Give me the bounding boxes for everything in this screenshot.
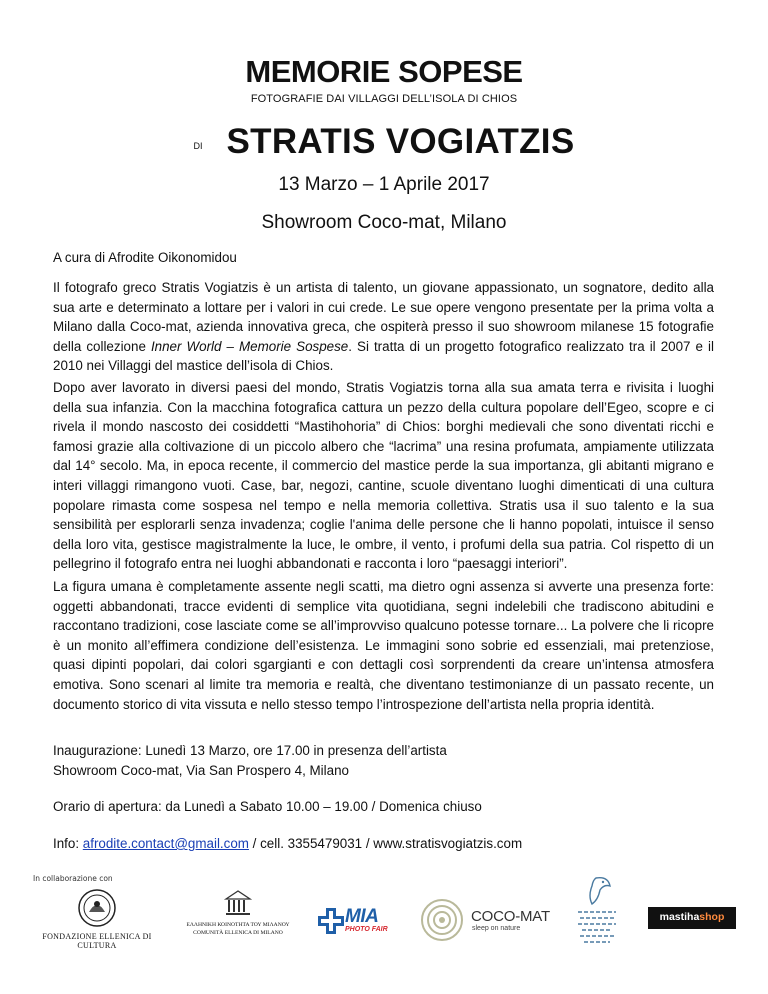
email-link[interactable]: afrodite.contact@gmail.com <box>82 836 249 851</box>
paragraph-intro-b: . Si tratta di un progetto fotografico realizzato tra il 2007 e il 2010 nei Villaggi del mastice dell’isola di Chios. <box>53 338 714 374</box>
info-contacts: / cell. 3355479031 / www.stratisvogiatzis.com <box>248 836 523 851</box>
paragraph-intro-a: Il fotografo greco Stratis Vogiatzis è un artista di talento, un giovane appassionato, un sognatore, dedito alla sua arte e determinato a lottare per i valori in cui crede. Le sue opere vengono presentate per la prima volta a Milano dalla Coco-mat, azienda innovativa greca, che ospiterà presso il suo showroom milanese 15 fotografie della collezione <box>53 280 714 354</box>
feg-crest-icon <box>77 888 117 928</box>
ceg-temple-icon <box>223 890 253 918</box>
exhibition-subtitle: FOTOGRAFIE DAI VILLAGGI DELL’ISOLA DI CHIOS <box>250 93 518 105</box>
address-line: Showroom Coco-mat, Via San Prospero 4, Milano <box>53 763 349 778</box>
di-label: DI <box>193 141 203 151</box>
mastihashop-wordmark <box>648 911 736 923</box>
collection-title: Inner World – Memorie Sospese <box>150 338 349 354</box>
logo-mia-photo-fair[interactable] <box>318 905 400 939</box>
info-line <box>53 834 714 854</box>
ceg-greek-name: ΕΛΛΗΝΙΚΗ ΚΟΙΝΟΤΗΤΑ ΤΟΥ ΜΙΛΑΝΟΥ <box>186 922 290 928</box>
curator-line: A cura di Afrodite Oikonomidou <box>53 250 237 265</box>
logo-coco-mat[interactable] <box>420 898 556 944</box>
mia-wordmark: MIA <box>345 906 379 927</box>
logo-chios-bird[interactable] <box>574 874 620 948</box>
exhibition-title: MEMORIE SOPESE <box>245 54 523 89</box>
inauguration-line: Inaugurazione: Lunedì 13 Marzo, ore 17.00 in presenza dell’artista <box>53 743 447 758</box>
mastiha-part: mastiha <box>659 911 700 923</box>
artist-name: STRATIS VOGIATZIS <box>226 122 575 161</box>
feg-name: FONDAZIONE ELLENICA DI CULTURA <box>42 932 152 950</box>
cocomat-swirl-icon <box>420 898 464 942</box>
exhibition-dates: 13 Marzo – 1 Aprile 2017 <box>278 174 490 195</box>
collaboration-label: In collaborazione con <box>33 874 113 883</box>
shop-part: shop <box>699 911 725 923</box>
opening-hours: Orario di apertura: da Lunedì a Sabato 10.00 – 19.00 / Domenica chiuso <box>53 799 482 814</box>
paragraph-description: La figura umana è completamente assente negli scatti, ma dietro ogni assenza si avverte una presenza forte: oggetti abbandonati, tracce evidenti di semplice vita quotidiana, segni indelebili che tradiscono abitudini e raccontano tradizioni, cose lasciate come se all’improvviso qualcuno potesse tornare... La polvere che li ricopre è un monito all’effimera condizione dell’esistenza. Le immagini sono sobrie ed essenziali, mai pretenziose, quasi dipinti popolari, dai colori sgargianti e con dettagli così sorprendenti da creare un’intensa atmosfera emotiva. Sono scenari al limite tra memoria e realtà, che diventano testimonianze di un passato recente, un documento storico di vita vissuta e nello stesso tempo l’introspezione dell’artista nella propria identità. <box>53 579 714 712</box>
chios-bird-icon <box>574 874 620 948</box>
cocomat-tagline: sleep on nature <box>472 925 521 932</box>
info-prefix: Info: <box>53 836 83 851</box>
cocomat-wordmark: COCO-MAT <box>471 908 550 925</box>
paragraph-story: Dopo aver lavorato in diversi paesi del mondo, Stratis Vogiatzis torna alla sua amata terra e rivisita i luoghi della sua infanzia. Con la macchina fotografica cattura un pezzo della cultura popolare dell’Egeo, scopre e ci rivela il mondo nascosto dei cosiddetti “Mastihohoria” di Chios: borghi medievali che sono diventati ricchi e famosi grazie alla coltivazione di un piccolo albero che “lacrima” una resina profumata, ampiamente utilizzata dal 14° secolo. Ma, in epoca recente, il commercio del mastice perde la sua importanza, gli abitanti migrano e interi villaggi rimangono vuoti. Case, bar, negozi, cantine, scuole diventano luoghi dimenticati di una cultura popolare rimasta come sospesa nel tempo e nella memoria collettiva. Stratis usa il suo talento e la sua sensibilità per esplorarli senza invadenza; coglie l'anima delle persone che li hanno popolati, intuisce il senso della loro vita, gestisce magistralmente la luce, le ombre, il vento, i profumi della sua patria. Col rispetto di un pellegrino il fotografo entra nei luoghi abbandonati e racconta i loro “paesaggi interiori”. <box>53 380 714 572</box>
logo-fondazione-ellenica[interactable] <box>32 888 162 948</box>
paragraph-intro <box>53 278 714 376</box>
artist-line <box>0 122 768 162</box>
ceg-italian-name: COMUNITÀ ELLENICA DI MILANO <box>193 930 283 936</box>
logo-comunita-ellenica[interactable] <box>178 890 298 946</box>
logo-mastihashop[interactable] <box>648 907 736 929</box>
mia-subtitle: PHOTO FAIR <box>345 926 388 933</box>
exhibition-venue: Showroom Coco-mat, Milano <box>261 212 507 233</box>
mia-cross-icon <box>318 908 344 934</box>
